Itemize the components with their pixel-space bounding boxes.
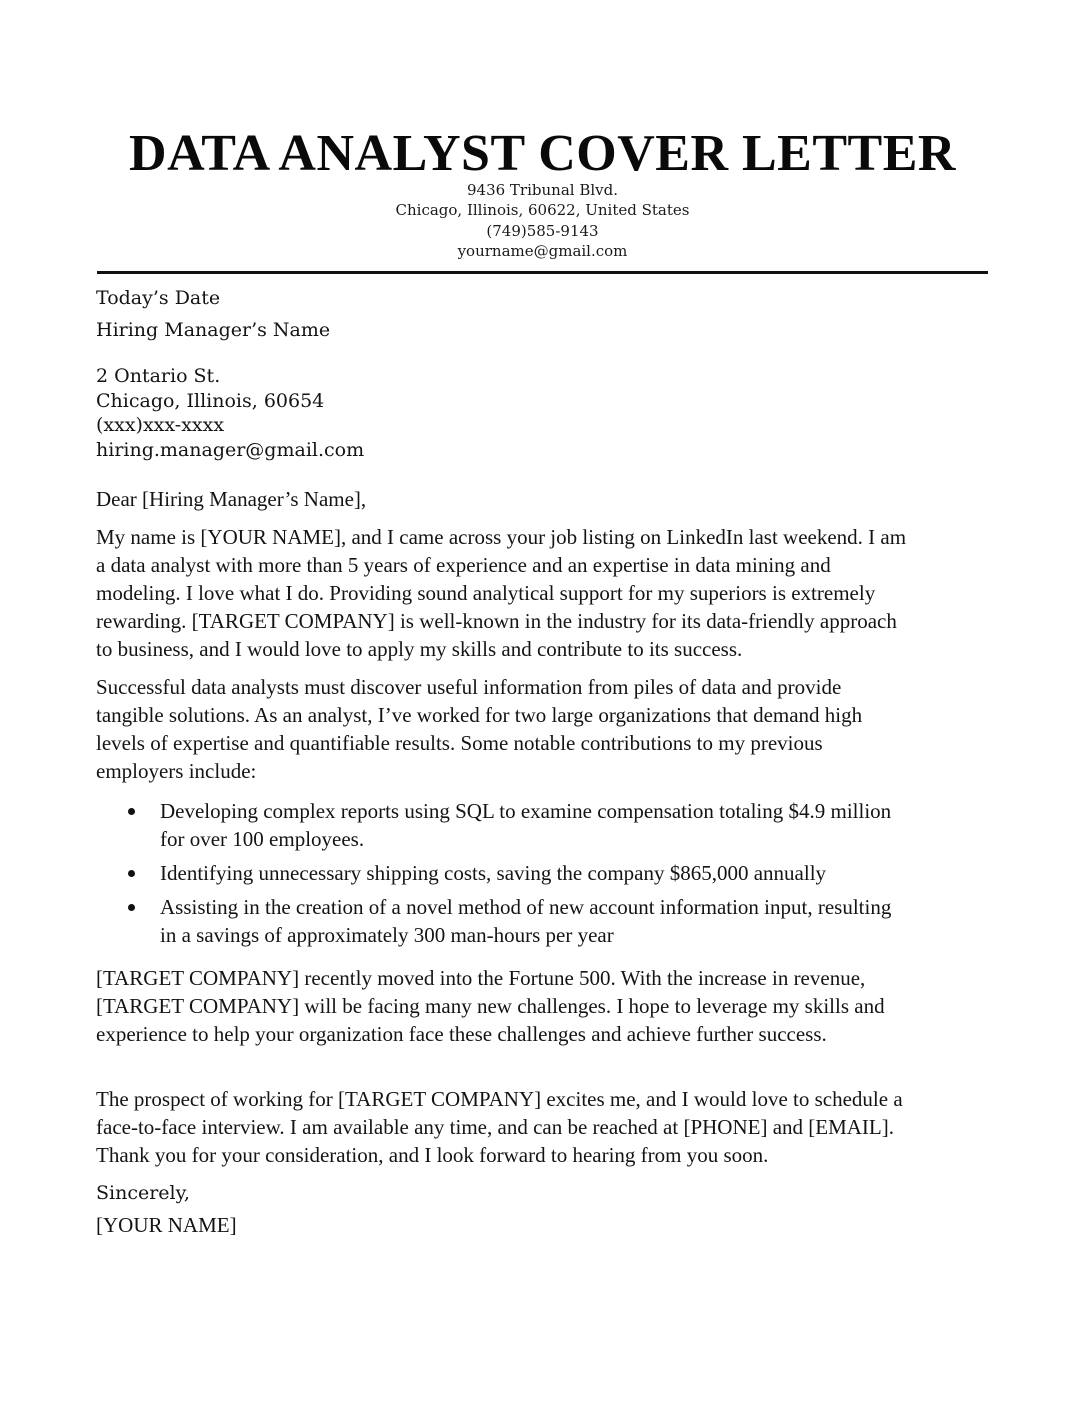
recipient-phone: (xxx)xxx-xxxx [96,414,225,436]
hiring-manager-name: Hiring Manager’s Name [96,319,331,341]
recipient-city-state: Chicago, Illinois, 60654 [96,389,325,412]
list-item [96,893,891,949]
contributions-list [96,797,891,955]
sender-phone: (749)585-9143 [486,221,599,240]
list-item-line: Identifying unnecessary shipping costs, saving the company $865,000 annually [160,861,827,885]
list-item-line: Assisting in the creation of a novel method of new account information input, resulting [160,895,892,919]
paragraph-line: a data analyst with more than 5 years of experience and an expertise in data mining and [96,553,831,577]
paragraph-line: Successful data analysts must discover useful information from piles of data and provide [96,675,842,699]
bullet-icon [128,870,135,877]
paragraph-line: to business, and I would love to apply my skills and contribute to its success. [96,637,743,661]
recipient-email: hiring.manager@gmail.com [96,438,365,461]
paragraph-line: modeling. I love what I do. Providing sound analytical support for my superiors is extremely [96,581,876,605]
paragraph-line: levels of expertise and quantifiable results. Some notable contributions to my previous [96,731,823,755]
signature-name: [YOUR NAME] [96,1213,237,1237]
paragraph-line: [TARGET COMPANY] will be facing many new challenges. I hope to leverage my skills and [96,994,885,1018]
paragraph-line: My name is [YOUR NAME], and I came across your job listing on LinkedIn last weekend. I am [96,525,907,549]
sender-street: 9436 Tribunal Blvd. [466,181,618,199]
list-item-line: for over 100 employees. [160,827,365,851]
header-divider [97,271,988,274]
paragraph-line: employers include: [96,759,257,783]
bullet-icon [128,808,135,815]
recipient-street: 2 Ontario St. [96,365,221,387]
paragraph-line: rewarding. [TARGET COMPANY] is well-known in the industry for its data-friendly approach [96,609,897,633]
paragraph-company-growth [96,964,885,1048]
paragraph-line: [TARGET COMPANY] recently moved into the Fortune 500. With the increase in revenue, [96,966,866,990]
salutation: Dear [Hiring Manager’s Name], [96,487,367,511]
paragraph-line: Thank you for your consideration, and I look forward to hearing from you soon. [96,1143,769,1167]
paragraph-line: tangible solutions. As an analyst, I’ve worked for two large organizations that demand high [96,703,863,727]
paragraph-intro [96,523,906,663]
closing-phrase: Sincerely, [96,1182,190,1204]
sender-city-state: Chicago, Illinois, 60622, United States [395,201,690,220]
letter-date: Today’s Date [96,287,221,309]
paragraph-experience [96,673,862,785]
paragraph-line: The prospect of working for [TARGET COMPANY] excites me, and I would love to schedule a [96,1087,903,1111]
list-item [96,859,891,887]
sender-contact-block [0,180,1085,261]
paragraph-line: experience to help your organization face these challenges and achieve further success. [96,1022,827,1046]
list-item-line: Developing complex reports using SQL to examine compensation totaling $4.9 million [160,799,892,823]
list-item [96,797,891,853]
sender-email: yourname@gmail.com [457,241,628,260]
paragraph-closing [96,1085,903,1169]
paragraph-line: face-to-face interview. I am available any time, and can be reached at [PHONE] and [EMAIL]. [96,1115,894,1139]
recipient-address-block [96,364,364,462]
bullet-icon [128,904,135,911]
document-title: DATA ANALYST COVER LETTER [129,125,956,182]
list-item-line: in a savings of approximately 300 man-hours per year [160,923,614,947]
